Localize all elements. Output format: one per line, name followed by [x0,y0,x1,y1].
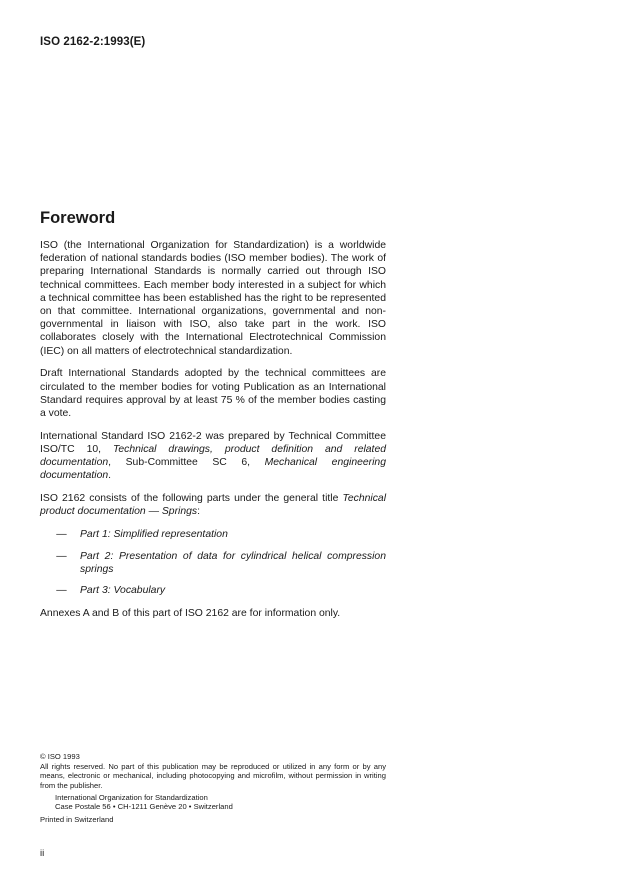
foreword-body [40,239,386,629]
committee-text-prefix: International Standard ISO 2162-2 was prepared by Technical Committee ISO/TC 10, [40,430,386,455]
part-title: Part 3: Vocabulary [80,585,166,597]
sc-title: Mechanical engineering documentation [40,457,386,482]
foreword-heading: Foreword [40,209,116,227]
general-title: Technical product documentation — Springs [40,492,386,518]
document-id: ISO 2162-2:1993(E) [40,36,146,48]
foreword-paragraph-annexes: Annexes A and B of this part of ISO 2162 are for information only. [40,607,341,619]
foreword-paragraph-committee [40,430,386,483]
part-title: Part 1: Simplified representation [80,528,228,540]
publisher-name: International Organization for Standardization [55,792,208,802]
rights-notice: All rights reserved. No part of this publication may be reproduced or utilized in any form or by any means, electronic or mechanical, including photocopying and microfilm, without permission in writing from the publisher. [40,762,386,790]
list-item [40,584,386,597]
committee-text-mid: , Sub-Committee SC 6, [108,457,265,469]
tc-title: Technical drawings, product definition and related documentation [40,443,387,469]
dash-bullet: — [56,528,67,540]
foreword-paragraph-drafts: Draft International Standards adopted by the technical committees are circulated to the member bodies for voting Publication as an International Standard requires approval by at least 75 % of the member bodies casting a vote. [40,368,386,419]
copyright-footer [40,752,386,824]
list-item [40,550,386,576]
copyright-line: © ISO 1993 [40,752,80,761]
publisher-address [40,793,386,811]
parts-text-prefix: ISO 2162 consists of the following parts under the general title [40,492,343,504]
part-title: Part 2: Presentation of data for cylindrical helical compression springs [80,550,386,575]
publisher-postal: Case Postale 56 • CH-1211 Genève 20 • Switzerland [55,802,233,812]
parts-text-end: : [197,506,200,518]
committee-text-end: . [108,470,112,482]
foreword-paragraph-iso: ISO (the International Organization for Standardization) is a worldwide federation of national standards bodies (ISO member bodies). The work of preparing International Standards is normally carried out through ISO technical committees. Each member body interested in a subject for which a technical committee has been established has the right to be represented on that committee. International organizations, governmental and non-governmental in liaison with ISO, also take part in the work. ISO collaborates closely with the International Electrotechnical Commission (IEC) on all matters of electrotechnical standardization. [40,240,386,357]
dash-bullet: — [56,550,67,562]
list-item [40,528,386,541]
dash-bullet: — [56,585,67,597]
printed-in: Printed in Switzerland [40,815,114,825]
page-number: ii [40,848,45,859]
foreword-paragraph-parts [40,492,386,518]
parts-list [40,528,386,598]
